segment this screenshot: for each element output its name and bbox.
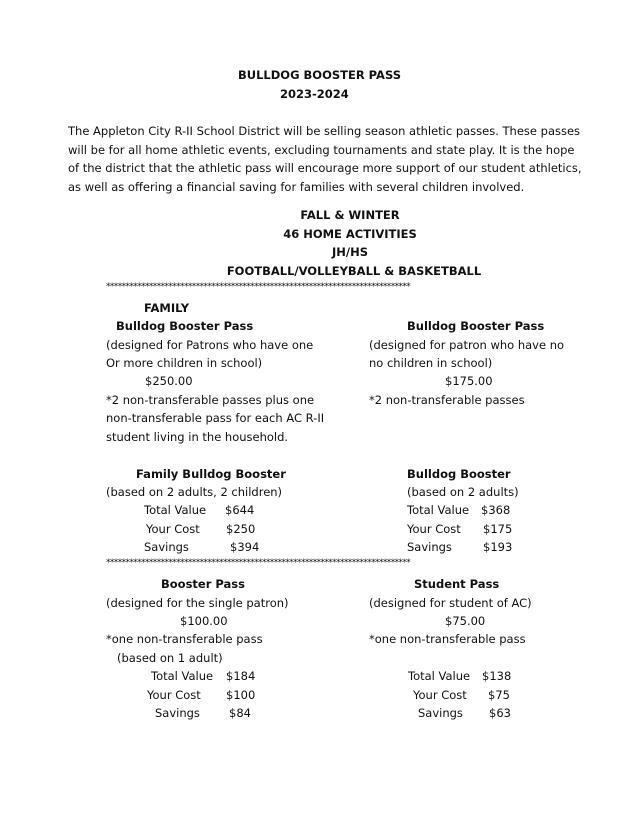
patron-pass-price: $175.00 xyxy=(445,374,493,388)
family-total-value: $644 xyxy=(225,503,255,517)
single-savings-label: Savings xyxy=(155,706,200,720)
family-pass-note: non-transferable pass for each AC R-II xyxy=(106,411,325,425)
patron-cost-label: Your Cost xyxy=(407,522,461,536)
patron-value-title: Bulldog Booster xyxy=(407,467,511,481)
family-pass-title: Bulldog Booster Pass xyxy=(116,319,254,333)
student-total-value: $138 xyxy=(482,669,512,683)
patron-pass-desc: (designed for patron who have no xyxy=(369,338,565,352)
student-pass-title: Student Pass xyxy=(414,577,500,591)
patron-pass-note: *2 non-transferable passes xyxy=(369,393,525,407)
family-pass-note: *2 non-transferable passes plus one xyxy=(106,393,315,407)
family-pass-price: $250.00 xyxy=(145,374,193,388)
season-line: FOOTBALL/VOLLEYBALL & BASKETBALL xyxy=(226,264,482,278)
intro-paragraph xyxy=(68,122,582,196)
student-pass-desc: (designed for student of AC) xyxy=(369,596,532,610)
season-line: 46 HOME ACTIVITIES xyxy=(283,227,417,241)
divider: ****************************************************************************** xyxy=(106,558,411,568)
student-savings-value: $63 xyxy=(489,706,511,720)
single-savings-value: $84 xyxy=(229,706,251,720)
single-cost-value: $100 xyxy=(226,688,256,702)
family-pass-note: student living in the household. xyxy=(106,430,289,444)
single-pass-note: *one non-transferable pass xyxy=(106,632,263,646)
single-pass-title: Booster Pass xyxy=(161,577,245,591)
single-total-value: $184 xyxy=(226,669,256,683)
single-pass-note: (based on 1 adult) xyxy=(117,651,223,665)
intro-line: The Appleton City R-II School District will be selling season athletic passes. These passes xyxy=(68,124,581,138)
student-pass-price: $75.00 xyxy=(445,614,486,628)
family-total-label: Total Value xyxy=(144,503,207,517)
single-pass-desc: (designed for the single patron) xyxy=(106,596,289,610)
single-total-label: Total Value xyxy=(151,669,214,683)
patron-savings-value: $193 xyxy=(483,540,513,554)
divider: ****************************************************************************** xyxy=(106,282,411,292)
season-line: FALL & WINTER xyxy=(300,208,400,222)
family-cost-label: Your Cost xyxy=(146,522,200,536)
patron-value-basis: (based on 2 adults) xyxy=(407,485,519,499)
student-cost-label: Your Cost xyxy=(413,688,467,702)
patron-total-value: $368 xyxy=(481,503,511,517)
family-value-title: Family Bulldog Booster xyxy=(136,467,286,481)
student-pass-note: *one non-transferable pass xyxy=(369,632,526,646)
patron-pass-title: Bulldog Booster Pass xyxy=(407,319,545,333)
single-cost-label: Your Cost xyxy=(147,688,201,702)
family-heading: FAMILY xyxy=(144,301,190,315)
page-title: BULLDOG BOOSTER PASS xyxy=(238,68,402,82)
family-value-basis: (based on 2 adults, 2 children) xyxy=(106,485,283,499)
family-savings-value: $394 xyxy=(230,540,260,554)
family-savings-label: Savings xyxy=(144,540,189,554)
family-pass-desc: (designed for Patrons who have one xyxy=(106,338,314,352)
patron-savings-label: Savings xyxy=(407,540,452,554)
intro-line: as well as offering a financial saving for families with several children involved. xyxy=(68,179,525,194)
single-pass-price: $100.00 xyxy=(180,614,228,628)
family-cost-value: $250 xyxy=(226,522,256,536)
family-pass-desc: Or more children in school) xyxy=(106,356,263,370)
student-cost-value: $75 xyxy=(488,688,510,702)
school-year: 2023-2024 xyxy=(280,87,349,101)
intro-line: of the district that the athletic pass will encourage more support of our student athletics, xyxy=(68,161,582,175)
student-total-label: Total Value xyxy=(408,669,471,683)
student-savings-label: Savings xyxy=(418,706,463,720)
patron-pass-desc: no children in school) xyxy=(369,356,493,370)
patron-cost-value: $175 xyxy=(483,522,513,536)
season-line: JH/HS xyxy=(331,245,368,259)
patron-total-label: Total Value xyxy=(407,503,470,517)
intro-line: will be for all home athletic events, excluding tournaments and state play. It is the hope xyxy=(68,142,575,157)
